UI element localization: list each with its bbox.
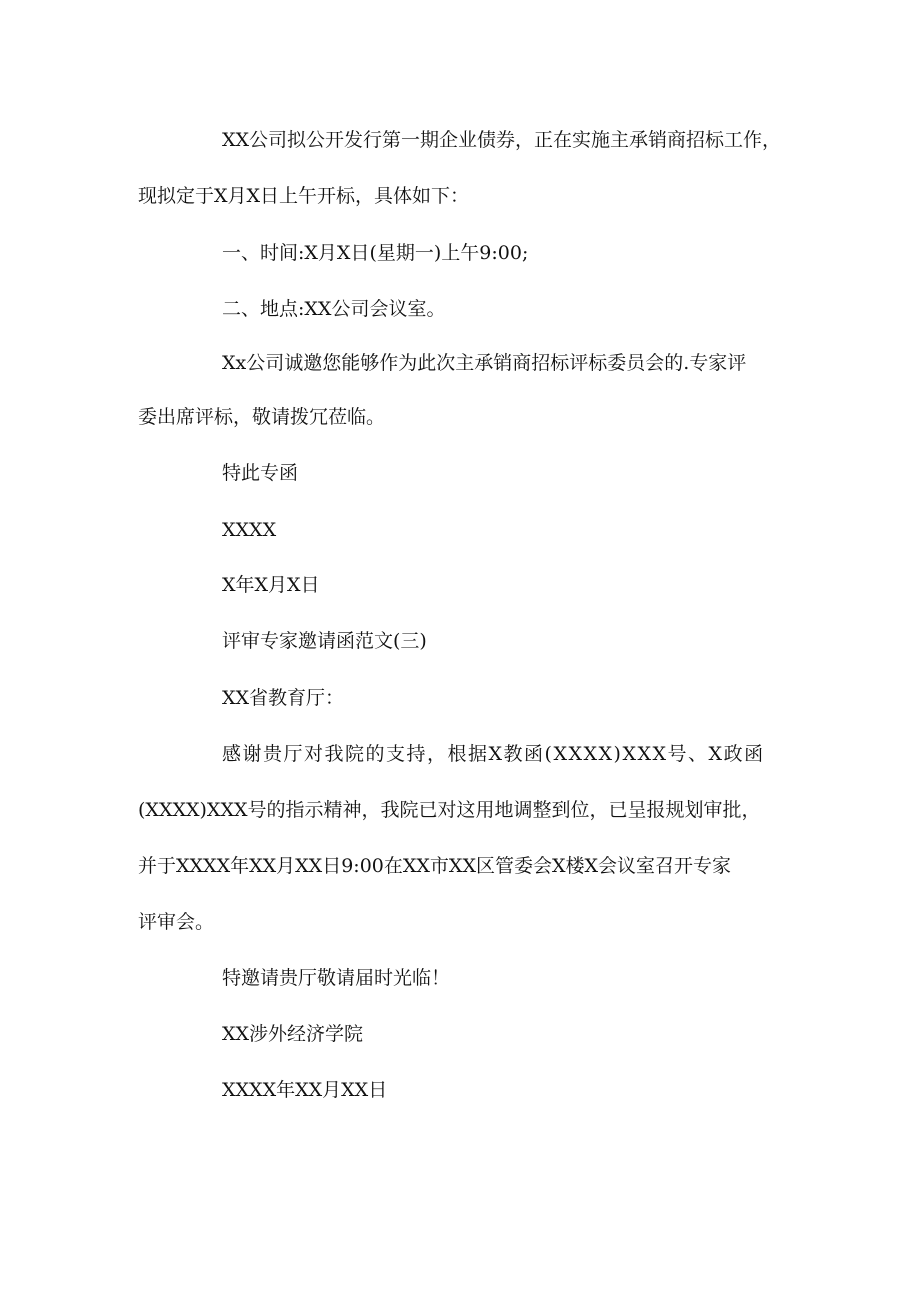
letter1-paragraph2-line2: 委出席评标，敬请拨冗莅临。 — [138, 406, 386, 428]
letter2-recipient: XX省教育厅： — [222, 687, 345, 709]
letter1-time: 一、时间:X月X日(星期一)上午9:00; — [222, 242, 529, 264]
letter1-paragraph1-line2: 现拟定于X月X日上午开标，具体如下： — [138, 185, 470, 207]
letter2-body-line4: 评审会。 — [138, 911, 215, 933]
letter2-body-line3: 并于XXXX年XX月XX日9:00在XX市XX区管委会X楼X会议室召开专家 — [138, 855, 732, 877]
letter2-body-line1: 感谢贵厅对我院的支持，根据X教函(XXXX)XXX号、X政函 — [222, 743, 765, 765]
letter1-signer: XXXX — [222, 519, 277, 541]
letter2-body-line2: (XXXX)XXX号的指示精神，我院已对这用地调整到位，已呈报规划审批， — [138, 799, 761, 821]
letter2-date: XXXX年XX月XX日 — [222, 1079, 388, 1101]
letter1-paragraph2-line1: Xx公司诚邀您能够作为此次主承销商招标评标委员会的.专家评 — [222, 352, 747, 374]
letter2-signer: XX涉外经济学院 — [222, 1023, 364, 1045]
letter1-date: X年X月X日 — [222, 574, 320, 596]
letter1-place: 二、地点:XX公司会议室。 — [222, 298, 446, 320]
letter2-invite: 特邀请贵厅敬请届时光临！ — [222, 967, 451, 989]
letter1-paragraph1-line1: XX公司拟公开发行第一期企业债券，正在实施主承销商招标工作， — [222, 129, 782, 151]
letter1-closing: 特此专函 — [222, 462, 299, 484]
letter2-heading: 评审专家邀请函范文(三) — [222, 630, 427, 652]
